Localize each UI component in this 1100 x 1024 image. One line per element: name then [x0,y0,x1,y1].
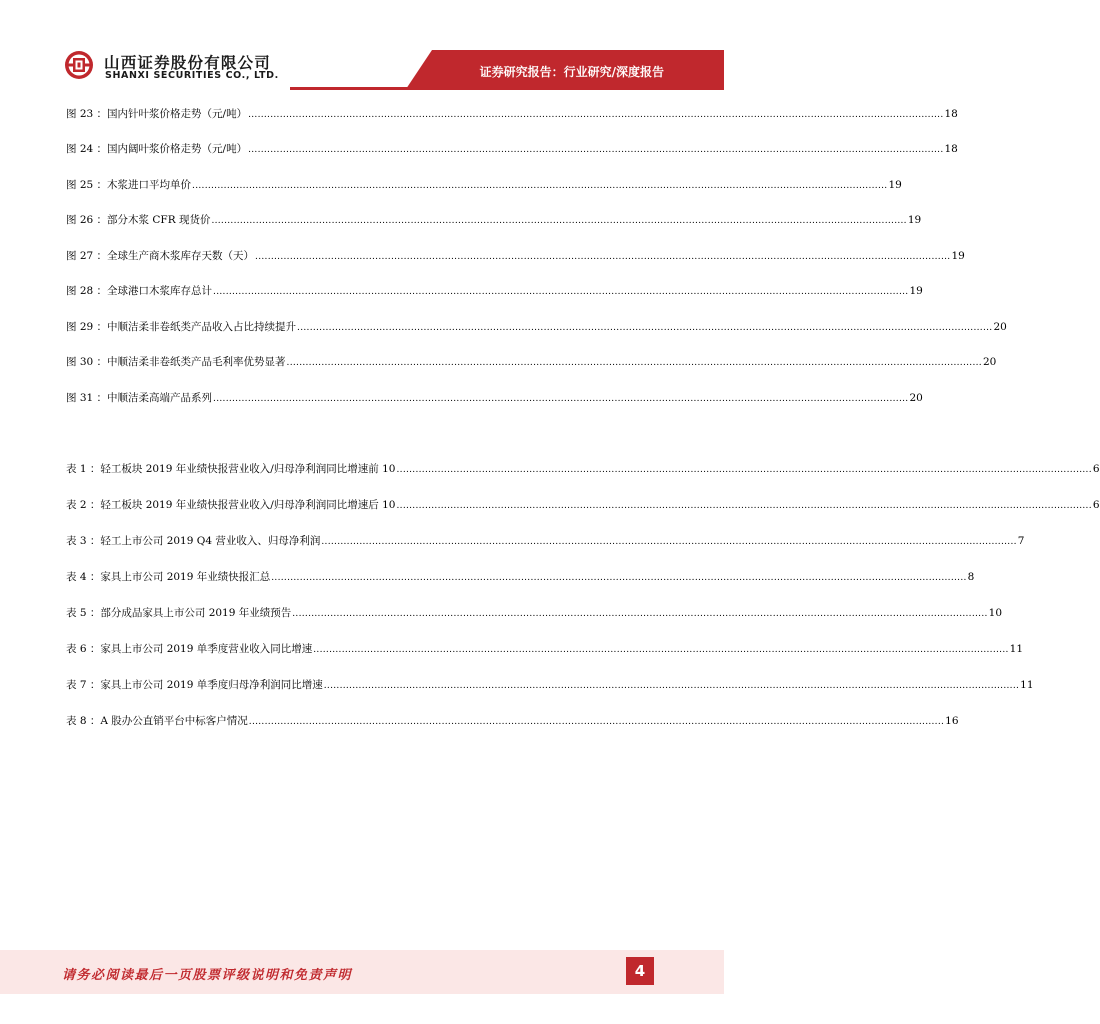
toc-entry-title: 轻工板块 2019 年业绩快报营业收入/归母净利润同比增速后 10 [100,499,396,511]
toc-entry-title: 轻工上市公司 2019 Q4 营业收入、归母净利润 [100,535,321,547]
toc-entry-prefix: 表 8 ： [66,715,101,727]
toc-entry-title: 部分成品家具上市公司 2019 年业绩预告 [100,607,292,619]
toc-entry-title: 全球港口木浆库存总计 [107,285,213,297]
toc-entry-prefix: 图 29 ： [66,321,108,333]
toc-entry-prefix: 图 23 ： [66,108,108,120]
report-type-label: 证券研究报告：行业研究/深度报告 [479,65,664,79]
toc-entry-page: 18 [944,143,958,155]
toc-leader-dots: ............................................................................................................................................................................................................................ [297,323,993,333]
toc-entry-prefix: 表 4 ： [66,571,101,583]
toc-entry-page: 10 [988,607,1003,619]
toc-entry-page: 7 [1017,535,1025,547]
toc-leader-dots: ............................................................................................................................................................................................................................ [396,465,1092,475]
toc-entry-figure-25[interactable] [66,177,902,193]
toc-entry-prefix: 表 3 ： [66,535,101,547]
toc-entry-page: 6 [1092,463,1100,475]
toc-leader-dots: ............................................................................................................................................................................................................................ [248,145,944,155]
toc-entry-page: 19 [907,214,922,226]
toc-entry-prefix: 图 30 ： [66,356,108,368]
toc-entry-title: 国内针叶浆价格走势（元/吨） [107,108,248,120]
toc-entry-page: 19 [888,179,902,191]
toc-entry-table-1[interactable] [66,461,1100,477]
toc-entry-prefix: 表 6 ： [66,643,101,655]
toc-leader-dots: ............................................................................................................................................................................................................................ [321,537,1017,547]
toc-entry-page: 20 [982,356,997,368]
toc-entry-page: 11 [1020,679,1034,691]
page-number: 4 [626,957,654,985]
toc-entry-figure-26[interactable] [66,212,922,228]
toc-entry-table-4[interactable] [66,569,975,585]
toc-entry-page: 16 [945,715,959,727]
toc-entry-page: 19 [909,285,923,297]
toc-leader-dots: ............................................................................................................................................................................................................................ [213,394,909,404]
toc-entry-title: 轻工板块 2019 年业绩快报营业收入/归母净利润同比增速前 10 [100,463,396,475]
toc-entry-table-2[interactable] [66,497,1100,513]
toc-leader-dots: ............................................................................................................................................................................................................................ [313,645,1009,655]
toc-entry-figure-30[interactable] [66,354,997,370]
toc-entry-page: 20 [993,321,1007,333]
toc-entry-page: 20 [909,392,923,404]
toc-entry-page: 11 [1009,643,1024,655]
toc-entry-page: 19 [951,250,965,262]
toc-entry-prefix: 图 26 ： [66,214,108,226]
page-footer [0,950,724,994]
toc-entry-table-5[interactable] [66,605,1003,621]
toc-entry-figure-27[interactable] [66,248,965,264]
toc-entry-title: 家具上市公司 2019 单季度营业收入同比增速 [100,643,313,655]
toc-entry-table-3[interactable] [66,533,1025,549]
toc-entry-title: 中顺洁柔非卷纸类产品毛利率优势显著 [107,356,286,368]
brand-name-en: SHANXI SECURITIES CO., LTD. [105,70,279,81]
toc-entry-title: 中顺洁柔非卷纸类产品收入占比持续提升 [107,321,297,333]
toc-entry-prefix: 表 2 ： [66,499,101,511]
toc-leader-dots: ............................................................................................................................................................................................................................ [396,501,1092,511]
toc-leader-dots: ............................................................................................................................................................................................................................ [213,287,909,297]
toc-entry-prefix: 图 28 ： [66,285,108,297]
toc-entry-title: 部分木浆 CFR 现货价 [107,214,211,226]
toc-leader-dots: ............................................................................................................................................................................................................................ [248,110,944,120]
toc-entry-figure-29[interactable] [66,319,1007,335]
toc-entry-table-8[interactable] [66,713,959,729]
toc-entry-title: A 股办公直销平台中标客户情况 [100,715,248,727]
page-header [0,0,724,100]
toc-entry-page: 6 [1092,499,1100,511]
toc-entry-prefix: 表 1 ： [66,463,101,475]
brand-name-cn: 山西证券股份有限公司 [104,54,272,72]
toc-leader-dots: ............................................................................................................................................................................................................................ [286,358,982,368]
toc-leader-dots: ............................................................................................................................................................................................................................ [248,717,945,727]
toc-entry-title: 木浆进口平均单价 [107,179,192,191]
toc-entry-prefix: 表 7 ： [66,679,101,691]
toc-entry-table-7[interactable] [66,677,1034,693]
toc-entry-title: 国内阔叶浆价格走势（元/吨） [107,143,248,155]
toc-entry-prefix: 表 5 ： [66,607,101,619]
toc-entry-prefix: 图 31 ： [66,392,108,404]
toc-entry-page: 18 [944,108,958,120]
disclaimer-notice: 请务必阅读最后一页股票评级说明和免责声明 [62,968,353,983]
toc-leader-dots: ............................................................................................................................................................................................................................ [211,216,907,226]
toc-entry-figure-28[interactable] [66,283,923,299]
toc-leader-dots: ............................................................................................................................................................................................................................ [192,181,888,191]
toc-entry-title: 家具上市公司 2019 年业绩快报汇总 [100,571,271,583]
toc-entry-prefix: 图 24 ： [66,143,108,155]
toc-entry-title: 全球生产商木浆库存天数（天） [107,250,255,262]
toc-entry-figure-23[interactable] [66,106,958,122]
toc-entry-prefix: 图 27 ： [66,250,108,262]
toc-leader-dots: ............................................................................................................................................................................................................................ [292,609,988,619]
toc-entry-page: 8 [967,571,975,583]
toc-entry-figure-31[interactable] [66,390,923,406]
toc-entry-title: 中顺洁柔高端产品系列 [107,392,213,404]
toc-entry-title: 家具上市公司 2019 单季度归母净利润同比增速 [100,679,323,691]
toc-entry-prefix: 图 25 ： [66,179,108,191]
toc-entry-table-6[interactable] [66,641,1024,657]
toc-entry-figure-24[interactable] [66,141,958,157]
toc-leader-dots: ............................................................................................................................................................................................................................ [323,681,1020,691]
toc-leader-dots: ............................................................................................................................................................................................................................ [255,252,951,262]
toc-leader-dots: ............................................................................................................................................................................................................................ [271,573,967,583]
